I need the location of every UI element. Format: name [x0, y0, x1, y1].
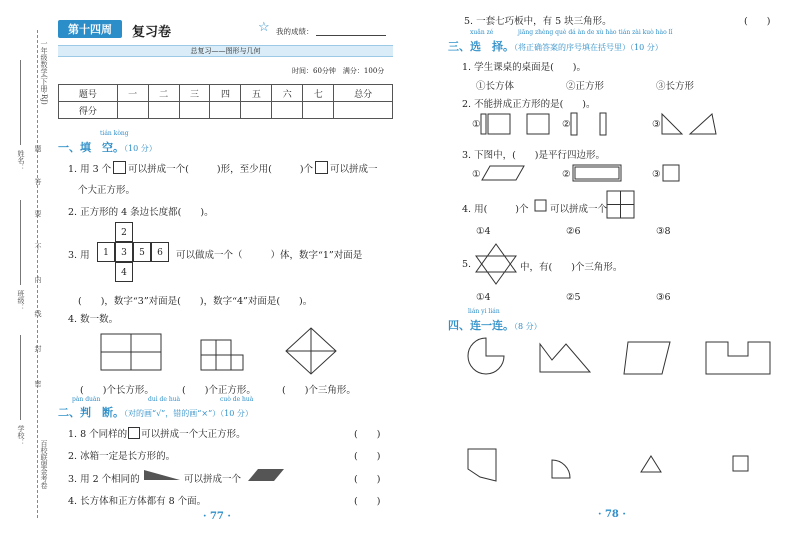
square-grid-figure	[200, 339, 246, 373]
section-pinyin: jiāng zhèng què dá àn de xù hào tián zài kuò hào lǐ	[518, 29, 673, 36]
section-rule: （对的画“√”，错的画“×”）（10 分）	[124, 409, 253, 418]
table-row	[59, 102, 393, 119]
choice-3-label[interactable]: ①	[472, 169, 481, 180]
net-cell: 1	[97, 242, 115, 262]
table-header: 总分	[334, 85, 393, 102]
score-cell[interactable]	[272, 102, 303, 119]
cut-mark: 内	[34, 276, 42, 283]
brand-label: 百校联盟金考卷	[40, 440, 48, 489]
class-line[interactable]	[20, 200, 21, 285]
net-cell: 2	[115, 222, 133, 242]
name-line[interactable]	[20, 60, 21, 145]
choice-2-figure-a	[480, 113, 514, 137]
net-cell: 6	[151, 242, 169, 262]
choice-4-option[interactable]: ①4	[476, 226, 491, 237]
choice-1-option[interactable]: ①长方体	[476, 81, 515, 92]
binding-line	[37, 30, 38, 518]
judge-3-cont: 可以拼成一个	[184, 474, 242, 485]
choice-3: 3. 下图中，( )是平行四边形。	[462, 150, 605, 161]
class-label: 班级：	[17, 290, 25, 311]
table-header: 七	[303, 85, 334, 102]
score-table	[58, 84, 393, 119]
choice-1: 1. 学生课桌的桌面是( )。	[462, 62, 586, 73]
match-bottom-square[interactable]	[732, 455, 750, 473]
match-top-zigzag[interactable]	[538, 340, 592, 374]
cut-mark: 题	[34, 145, 42, 152]
star-icon: ☆	[258, 20, 270, 35]
section-points: （10 分）	[124, 144, 157, 153]
question-4: 4. 数一数。	[68, 314, 119, 325]
q4-answer-1: ( )个长方形。	[80, 385, 154, 396]
small-square-icon	[113, 161, 126, 174]
q4-answer-2: ( )个正方形。	[182, 385, 256, 396]
choice-5-option[interactable]: ②5	[566, 292, 581, 303]
section-1-title	[58, 139, 157, 155]
score-cell[interactable]	[117, 102, 148, 119]
choice-5-option[interactable]: ③6	[656, 292, 671, 303]
question-2: 2. 正方形的 4 条边长度都( )。	[68, 207, 214, 218]
school-line[interactable]	[20, 335, 21, 420]
grid-square-figure	[606, 190, 636, 220]
score-cell[interactable]	[210, 102, 241, 119]
time-info: 时间：60分钟 满分：100分	[292, 67, 385, 75]
question-3-body: 可以做成一个（ ）体，数字“1”对面是	[176, 250, 363, 261]
match-bottom-pentagon[interactable]	[466, 447, 500, 483]
table-header: 四	[210, 85, 241, 102]
judge-answer-1[interactable]: ( )	[354, 429, 381, 440]
choice-5-body: 中，有( )个三角形。	[520, 262, 623, 273]
cut-mark: 答	[34, 178, 42, 185]
score-cell[interactable]	[303, 102, 334, 119]
table-row	[59, 85, 393, 102]
match-top-trapezoid[interactable]	[622, 340, 672, 376]
section-title-text: 一、填 空。	[58, 141, 124, 154]
choice-4-cont: 可以拼成一个	[550, 204, 608, 215]
subtitle: 总复习——图形与几何	[190, 47, 261, 55]
small-square-icon	[534, 199, 548, 213]
choice-2-label[interactable]: ①	[472, 119, 481, 130]
score-label: 我的成绩：	[276, 27, 314, 36]
choice-2-label[interactable]: ③	[652, 119, 661, 130]
small-square-icon	[128, 427, 140, 439]
section-title-text: 三、选 择。	[448, 40, 514, 53]
match-bottom-triangle[interactable]	[639, 454, 663, 474]
judge-1: 1. 8 个同样的 可以拼成一个大正方形。	[68, 429, 246, 440]
choice-2-figure-c	[570, 112, 618, 138]
judge-3: 3. 用 2 个相同的	[68, 474, 140, 485]
judge-answer-5[interactable]: ( )	[744, 16, 771, 27]
score-cell[interactable]	[241, 102, 272, 119]
table-header: 一	[117, 85, 148, 102]
section-title-text: 二、判 断。	[58, 406, 124, 419]
school-label: 学校：	[17, 425, 25, 446]
choice-5-prefix: 5.	[462, 259, 472, 270]
row-label: 得分	[59, 102, 118, 119]
choice-4-option[interactable]: ③8	[656, 226, 671, 237]
small-square-icon	[315, 161, 328, 174]
cut-mark: 线	[34, 310, 42, 317]
judge-4: 4. 长方体和正方体都有 8 个面。	[68, 496, 207, 507]
section-pinyin: tián kòng	[100, 130, 129, 137]
choice-4: 4. 用( )个	[462, 204, 529, 215]
page-number-right: · 78 ·	[598, 509, 626, 520]
table-header: 二	[148, 85, 179, 102]
choice-2-figure-b	[526, 113, 552, 137]
diamond-figure	[284, 327, 338, 377]
section-points: （8 分）	[514, 322, 542, 331]
score-field[interactable]	[316, 35, 386, 36]
choice-3-parallelogram	[480, 164, 526, 184]
section-2-title	[58, 404, 253, 420]
score-cell[interactable]	[148, 102, 179, 119]
rectangle-grid-figure	[100, 333, 164, 373]
question-3-prefix: 3. 用	[68, 250, 90, 261]
name-label: 姓名：	[17, 150, 25, 171]
section-3-title	[448, 38, 663, 54]
choice-2: 2. 不能拼成正方形的是( )。	[462, 99, 596, 110]
score-cell[interactable]	[179, 102, 210, 119]
choice-3-label[interactable]: ②	[562, 169, 571, 180]
star-triangle-figure	[474, 242, 518, 286]
triangle-piece-icon	[142, 468, 182, 482]
week-badge: 第十四周	[58, 20, 122, 38]
table-header: 六	[272, 85, 303, 102]
question-1: 1. 用 3 个 可以拼成一个( )形，至少用( )个 可以拼成一	[68, 161, 378, 175]
judge-5: 5. 一套七巧板中，有 5 块三角形。	[464, 16, 612, 27]
page-number-left: · 77 ·	[203, 511, 231, 522]
q4-answer-3: ( )个三角形。	[282, 385, 356, 396]
net-cell: 5	[133, 242, 151, 262]
net-cell: 3	[115, 242, 133, 262]
section-4-title	[448, 317, 542, 333]
match-top-pacman[interactable]	[466, 336, 506, 376]
cut-mark: 密	[34, 380, 42, 387]
section-pinyin: xuǎn zé	[470, 29, 494, 36]
section-rule: （将正确答案的序号填在括号里）（10 分）	[514, 43, 663, 52]
grade-note: 一年级数学(下册·RJ)	[40, 40, 48, 105]
net-cell: 4	[115, 262, 133, 282]
judge-answer-2[interactable]: ( )	[354, 451, 381, 462]
match-bottom-quarter-circle[interactable]	[550, 458, 576, 480]
cut-mark: 不	[34, 243, 42, 250]
parallelogram-icon	[246, 467, 286, 483]
question-3-cont: ( )，数字“3”对面是( )，数字“4”对面是( )。	[78, 296, 313, 307]
choice-3-rectangle	[572, 164, 624, 184]
question-1-cont: 个大正方形。	[78, 185, 136, 196]
match-top-notched-rect[interactable]	[704, 338, 774, 378]
section-pinyin: duì de huà	[148, 396, 181, 403]
judge-2: 2. 冰箱一定是长方形的。	[68, 451, 176, 462]
choice-3-label[interactable]: ③	[652, 169, 661, 180]
judge-answer-4[interactable]: ( )	[354, 496, 381, 507]
choice-3-square	[662, 164, 682, 184]
choice-4-option[interactable]: ②6	[566, 226, 581, 237]
choice-2-figure-d	[660, 112, 720, 138]
judge-answer-3[interactable]: ( )	[354, 474, 381, 485]
table-header: 题号	[59, 85, 118, 102]
page-title: 复习卷	[132, 25, 172, 40]
table-header: 五	[241, 85, 272, 102]
section-pinyin: cuò de huà	[220, 396, 254, 403]
choice-2-label[interactable]: ②	[562, 119, 571, 130]
score-cell[interactable]	[334, 102, 393, 119]
cut-mark: 封	[34, 345, 42, 352]
choice-1-option[interactable]: ②正方形	[566, 81, 605, 92]
section-pinyin: pàn duàn	[72, 396, 101, 403]
section-title-text: 四、连一连。	[448, 319, 514, 332]
section-pinyin: lián yi lián	[468, 308, 500, 315]
table-header: 三	[179, 85, 210, 102]
subtitle-bar	[58, 45, 393, 57]
choice-5-option[interactable]: ①4	[476, 292, 491, 303]
cut-mark: 要	[34, 210, 42, 217]
choice-1-option[interactable]: ③长方形	[656, 81, 695, 92]
